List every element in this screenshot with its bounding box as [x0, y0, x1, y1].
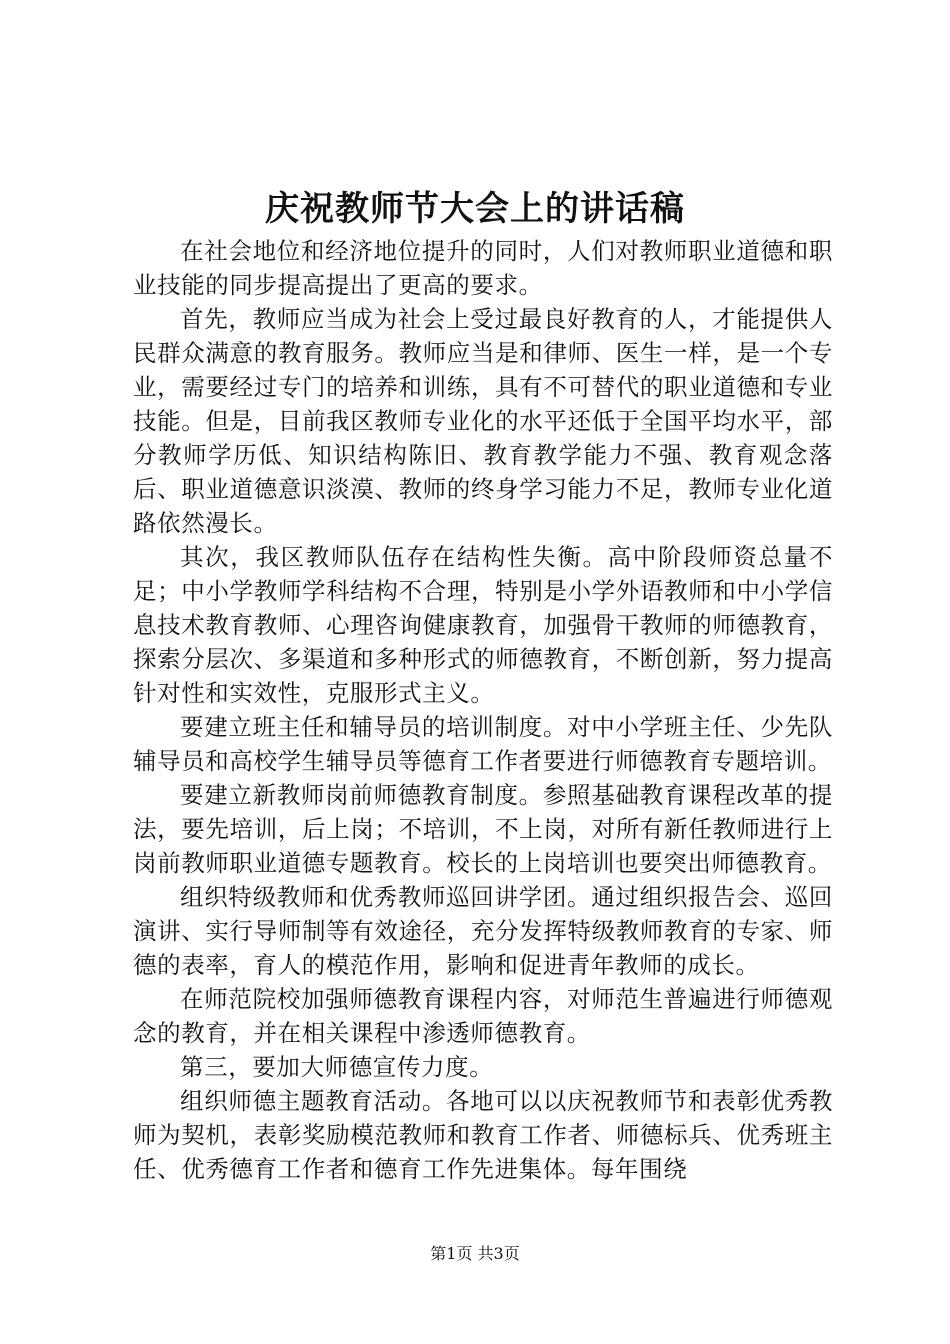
page-footer: 第1页 共3页 — [430, 1244, 520, 1263]
paragraph: 要建立班主任和辅导员的培训制度。对中小学班主任、少先队辅导员和高校学生辅导员等德育工作者要进行师德教育专题培训。 — [133, 713, 833, 775]
paragraph: 在社会地位和经济地位提升的同时，人们对教师职业道德和职业技能的同步提高提出了更高的要求。 — [133, 237, 833, 299]
document-body — [133, 234, 833, 1186]
paragraph: 其次，我区教师队伍存在结构性失衡。高中阶段师资总量不足；中小学教师学科结构不合理，特别是小学外语教师和中小学信息技术教育教师、心理咨询健康教育，加强骨干教师的师德教育，探索分层次、多渠道和多种形式的师德教育，不断创新，努力提高针对性和实效性，克服形式主义。 — [133, 543, 833, 707]
paragraph: 组织师德主题教育活动。各地可以以庆祝教师节和表彰优秀教师为契机，表彰奖励模范教师和教育工作者、师德标兵、优秀班主任、优秀德育工作者和德育工作先进集体。每年围绕 — [133, 1087, 833, 1183]
paragraph: 组织特级教师和优秀教师巡回讲学团。通过组织报告会、巡回演讲、实行导师制等有效途径，充分发挥特级教师教育的专家、师德的表率，育人的模范作用，影响和促进青年教师的成长。 — [133, 883, 833, 979]
paragraph: 要建立新教师岗前师德教育制度。参照基础教育课程改革的提法，要先培训，后上岗；不培训，不上岗，对所有新任教师进行上岗前教师职业道德专题教育。校长的上岗培训也要突出师德教育。 — [133, 781, 833, 877]
paragraph: 第三，要加大师德宣传力度。 — [180, 1053, 494, 1081]
paragraph: 首先，教师应当成为社会上受过最良好教育的人，才能提供人民群众满意的教育服务。教师应当是和律师、医生一样，是一个专业，需要经过专门的培养和训练，具有不可替代的职业道德和专业技能。但是，目前我区教师专业化的水平还低于全国平均水平，部分教师学历低、知识结构陈旧、教育教学能力不强、教育观念落后、职业道德意识淡漠、教师的终身学习能力不足，教师专业化道路依然漫长。 — [133, 305, 833, 537]
document-title: 庆祝教师节大会上的讲话稿 — [265, 189, 685, 229]
paragraph: 在师范院校加强师德教育课程内容，对师范生普遍进行师德观念的教育，并在相关课程中渗透师德教育。 — [133, 985, 833, 1047]
